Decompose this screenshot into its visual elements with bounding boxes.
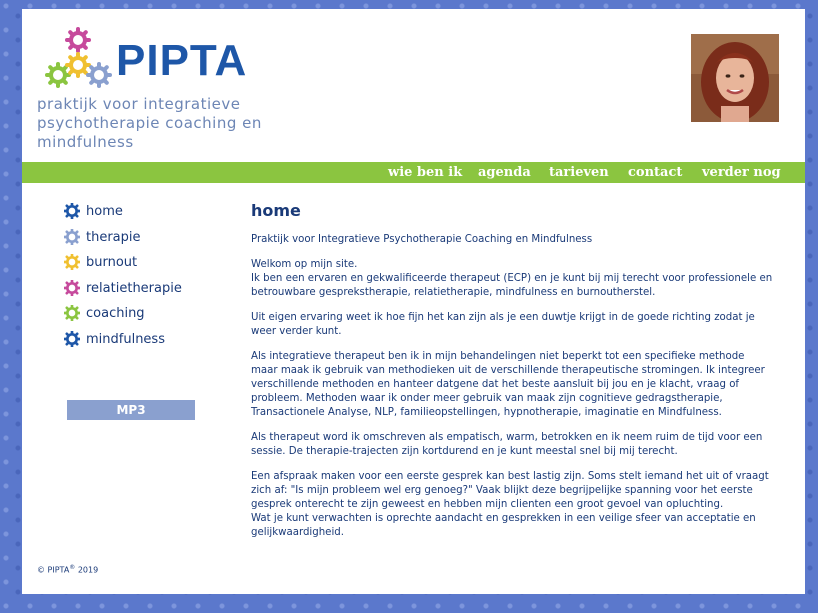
portrait-photo (691, 34, 779, 122)
sidebar-item-label: coaching (86, 305, 145, 321)
content-paragraph: Uit eigen ervaring weet ik hoe fijn het kan zijn als je een duwtje krijgt in de goede richting zodat je weer verder kunt. (251, 312, 755, 337)
tagline-line: mindfulness (37, 133, 134, 151)
gear-icon (64, 203, 80, 219)
gear-icon (64, 229, 80, 245)
nav-item-agenda[interactable]: agenda (478, 165, 531, 180)
sidebar-item-therapie[interactable] (64, 228, 141, 246)
page-container (22, 9, 805, 594)
registered-mark: ® (69, 564, 76, 571)
sidebar-item-relatietherapie[interactable] (64, 279, 182, 297)
sidebar-item-coaching[interactable] (64, 304, 145, 322)
gear-icon (64, 280, 80, 296)
copyright-year: 2019 (77, 565, 99, 575)
sidebar-item-label: mindfulness (86, 331, 165, 347)
sidebar-item-home[interactable] (64, 202, 123, 220)
nav-item-verder-nog[interactable]: verder nog (702, 165, 781, 180)
content-paragraph: Een afspraak maken voor een eerste gesprek kan best lastig zijn. Soms stelt iemand het uit of vraagt zich af: "Is mijn probleem wel erg genoeg?" Vaak blijkt deze begrijpelijke spanning voor het eerste gesprek onterecht te zijn geweest en hebben mijn clienten een groot gevoel van opluchting. Wat je kunt verwachten is oprechte aandacht en gesprekken in een veilige sfeer van acceptatie en gelijkwaardigheid. (251, 471, 769, 538)
gear-icon (64, 254, 80, 270)
gear-icon (64, 331, 80, 347)
sidebar-item-label: burnout (86, 254, 138, 270)
nav-item-wie-ben-ik[interactable]: wie ben ik (388, 165, 463, 180)
main-content (251, 201, 773, 551)
mp3-button[interactable]: MP3 (67, 400, 195, 420)
brand-name[interactable]: PIPTA (116, 36, 248, 85)
copyright-notice (37, 564, 98, 575)
gear-icon (64, 305, 80, 321)
tagline-line: psychotherapie coaching en (37, 114, 262, 132)
content-paragraph: Welkom op mijn site. Ik ben een ervaren en gekwalificeerde therapeut (ECP) en je kunt bij mij terecht voor professionele en betrouwbare gesprekstherapie, relatietherapie, mindfulness en burnoutherstel. (251, 259, 773, 298)
sidebar-item-label: home (86, 203, 123, 219)
copyright-prefix: © PIPTA (37, 565, 70, 575)
page-title: home (251, 201, 301, 220)
sidebar-item-mindfulness[interactable] (64, 330, 165, 348)
intro-paragraph: Praktijk voor Integratieve Psychotherapie Coaching en Mindfulness (251, 234, 593, 245)
tagline-line: praktijk voor integratieve (37, 95, 241, 113)
nav-item-contact[interactable]: contact (628, 165, 683, 180)
brand-tagline (37, 95, 297, 152)
content-paragraph: Als therapeut word ik omschreven als empatisch, warm, betrokken en ik neem ruim de tijd voor een sessie. De therapie-trajecten zijn kortdurend en je kunt meestal snel bij mij terecht. (251, 432, 763, 457)
content-paragraph: Als integratieve therapeut ben ik in mijn behandelingen niet beperkt tot een specifieke methode maar maak ik gebruik van methodieken uit de verschillende therapeutische stromingen. Ik integreer verschillende methoden en hanteer datgene dat het beste aansluit bij jou en je klacht, vraag of probleem. Methoden waar ik onder meer gebruik van maak zijn cognitieve gedragstherapie, Transactionele Analyse, NLP, familieopstellingen, hypnotherapie, imaginatie en Mindfulness. (251, 351, 765, 418)
sidebar-item-burnout[interactable] (64, 253, 137, 271)
nav-item-tarieven[interactable]: tarieven (549, 165, 609, 180)
top-nav-bar (22, 162, 805, 183)
sidebar-item-label: relatietherapie (86, 280, 182, 296)
sidebar-item-label: therapie (86, 229, 141, 245)
